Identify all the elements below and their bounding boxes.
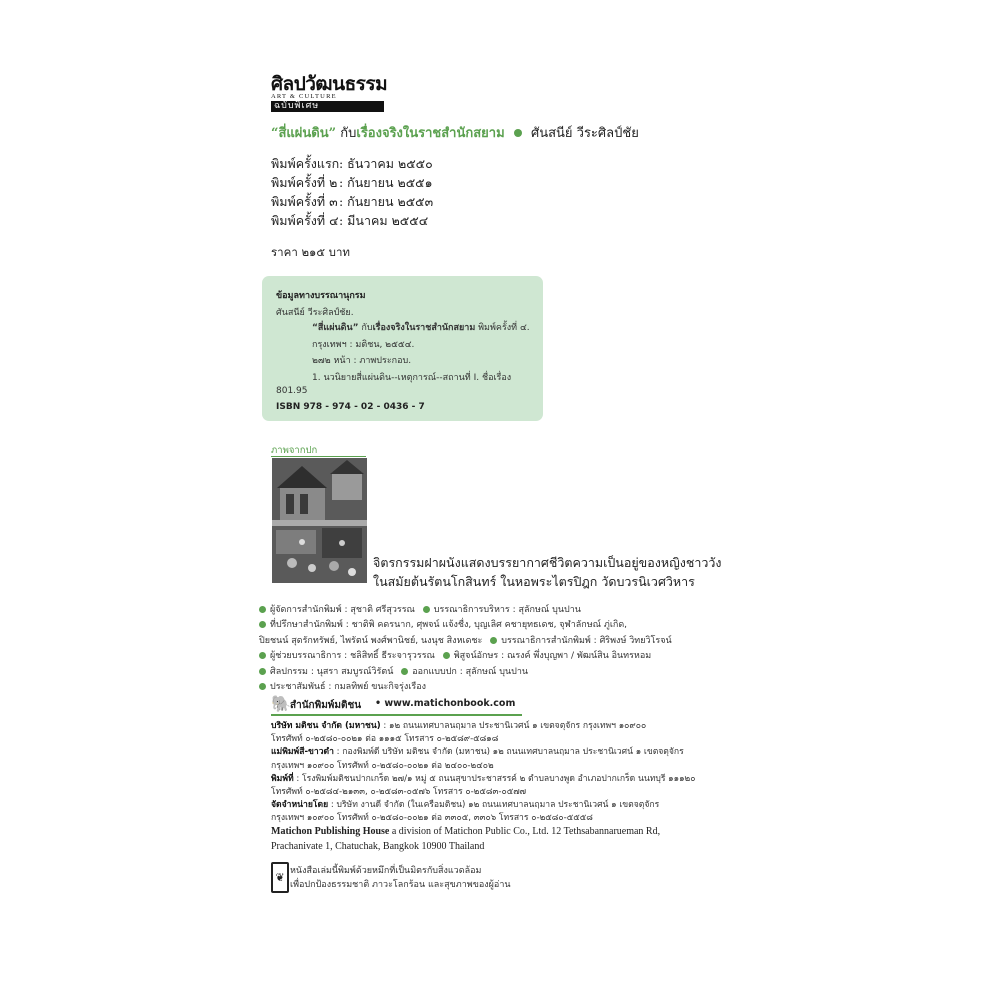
book-title-line — [271, 122, 639, 143]
edition-row — [271, 211, 433, 230]
address-text: กรุงเทพฯ ๑๐๙๐๐ โทรศัพท์ ๐-๒๕๘๐-๐๐๒๑ ต่อ ๓๓๐๕, ๓๓๐๖ โทรสาร ๐-๒๕๘๐-๕๕๕๘ — [271, 813, 593, 824]
credit-item: บรรณาธิการบริหาร : สุลักษณ์ บุนปาน — [433, 605, 581, 615]
edition-label: พิมพ์ครั้งที่ ๓ — [271, 194, 338, 209]
credit-item: ผู้จัดการสำนักพิมพ์ : สุชาติ ศรีสุวรรณ — [270, 605, 415, 615]
publisher-website-link[interactable]: • www.matichonbook.com — [375, 698, 516, 709]
credit-row — [259, 618, 672, 633]
credit-item: ปิยชนน์ สุดรักทรัพย์, ไพรัตน์ พงศ์พานิชย์, นงนุช สิงหเดชะ — [259, 635, 483, 646]
divider — [271, 456, 366, 457]
bullet-icon — [259, 621, 266, 628]
eco-ink-note — [290, 864, 511, 892]
elephant-logo-icon: 🐘 — [271, 694, 291, 713]
address-text: : กองพิมพ์ดี บริษัท มติชน จำกัด (มหาชน) ๑๒ ถนนเทศบาลนฤมาล ประชานิเวศน์ ๑ เขตจตุจักร — [333, 747, 684, 758]
address-line — [271, 786, 695, 799]
catalog-class-number: 801.95 — [276, 386, 308, 396]
credit-row — [259, 634, 672, 649]
catalog-place: กรุงเทพฯ : มติชน, ๒๕๕๔. — [312, 340, 415, 350]
credit-item: ผู้ช่วยบรรณาธิการ : ชลิสิทธิ์ ธีระจารุวรรณ — [270, 651, 435, 662]
catalog-info-box — [262, 276, 543, 421]
bullet-icon — [490, 637, 497, 644]
english-line — [271, 824, 660, 839]
mural-illustration — [272, 458, 367, 583]
credit-item: บรรณาธิการสำนักพิมพ์ : ศิริพงษ์ วิทยวิโรจน์ — [501, 635, 672, 646]
catalog-title-sub: เรื่องจริงในราชสำนักสยาม — [372, 323, 476, 333]
catalog-subject: 1. นวนิยายสี่แผ่นดิน--เหตุการณ์--สถานที่ I. ชื่อเรื่อง — [312, 373, 512, 383]
logo-subtitle: ART & CULTURE — [271, 93, 337, 100]
edition-date: : มีนาคม ๒๕๕๔ — [339, 213, 429, 228]
bullet-icon — [443, 652, 450, 659]
bullet-icon — [423, 606, 430, 613]
address-line — [271, 746, 695, 759]
catalog-title-connector: กับ — [361, 323, 373, 333]
eco-line: หนังสือเล่มนี้พิมพ์ด้วยหมึกที่เป็นมิตรกับสิ่งแวดล้อม — [290, 866, 482, 876]
price: ราคา ๒๑๕ บาท — [271, 245, 351, 259]
catalog-title-main: “สี่แผ่นดิน” — [312, 323, 359, 333]
credit-item: ศิลปกรรม : นุสรา สมบูรณ์วิรัตน์ — [270, 666, 394, 677]
address-line — [271, 799, 695, 812]
catalog-isbn: ISBN 978 - 974 - 02 - 0436 - 7 — [276, 402, 425, 412]
address-text: : ๑๒ ถนนเทศบาลนฤมาล ประชานิเวศน์ ๑ เขตจตุจักร กรุงเทพฯ ๑๐๙๐๐ — [380, 721, 647, 731]
catalog-heading: ข้อมูลทางบรรณานุกรม — [276, 291, 366, 301]
address-label: จัดจำหน่ายโดย — [271, 800, 329, 811]
credit-row — [259, 680, 672, 695]
caption-line: ในสมัยต้นรัตนโกสินทร์ ในหอพระไตรปิฎก วัดบวรนิเวศวิหาร — [373, 574, 695, 589]
address-text: โทรศัพท์ ๐-๒๕๘๔-๒๑๓๓, ๐-๒๕๘๓-๐๕๗๖ โทรสาร ๐-๒๕๘๓-๐๕๗๗ — [271, 787, 527, 798]
address-label: บริษัท มติชน จำกัด (มหาชน) — [271, 721, 381, 731]
credit-item: ออกแบบปก : สุลักษณ์ บุนปาน — [412, 666, 529, 677]
edition-history — [271, 154, 433, 230]
bullet-icon — [259, 652, 266, 659]
address-text: กรุงเทพฯ ๑๐๙๐๐ โทรศัพท์ ๐-๒๕๘๐-๐๐๒๑ ต่อ ๒๔๐๐-๒๔๐๒ — [271, 760, 494, 771]
book-title: “สี่แผ่นดิน” — [271, 126, 337, 141]
edition-row — [271, 173, 433, 192]
edition-date: : กันยายน ๒๕๕๑ — [339, 175, 433, 190]
edition-date: : ธันวาคม ๒๕๕๐ — [339, 156, 433, 171]
magazine-logo — [271, 73, 388, 112]
credit-item: ประชาสัมพันธ์ : กมลทิพย์ ขนะกิจรุ่งเรือง — [270, 682, 426, 693]
title-connector: กับ — [340, 126, 357, 141]
address-line — [271, 720, 695, 733]
book-subtitle: เรื่องจริงในราชสำนักสยาม — [356, 126, 505, 141]
address-text: : โรงพิมพ์มติชนปากเกร็ด ๒๗/๑ หมู่ ๕ ถนนสุขาประชาสรรค์ ๒ ตำบลบางพูด อำเภอปากเกร็ด นนทบุรี ๑๑๑๒๐ — [293, 773, 696, 784]
credit-row — [259, 603, 672, 618]
address-text: : บริษัท งานดี จำกัด (ในเครือมติชน) ๑๒ ถนนเทศบาลนฤมาล ประชานิเวศน์ ๑ เขตจตุจักร — [328, 800, 660, 811]
credit-row — [259, 665, 672, 680]
bullet-icon — [514, 129, 522, 137]
edition-label: พิมพ์ครั้งที่ ๒ — [271, 175, 338, 190]
address-line — [271, 773, 695, 786]
staff-credits — [259, 603, 672, 695]
address-line — [271, 733, 695, 746]
edition-row — [271, 154, 433, 173]
edition-date: : กันยายน ๒๕๕๓ — [339, 194, 434, 209]
bullet-icon — [259, 668, 266, 675]
leaf-icon: ❦ — [271, 862, 289, 893]
english-address: a division of Matichon Public Co., Ltd. 12 Tethsabannarueman Rd, — [389, 826, 661, 837]
logo-title: ศิลปวัฒนธรรม — [271, 73, 388, 95]
credit-row — [259, 649, 672, 664]
catalog-author: ศันสนีย์ วีระศิลป์ชัย. — [276, 308, 354, 318]
english-line: Prachanivate 1, Chatuchak, Bangkok 10900 Thailand — [271, 841, 485, 852]
address-label: แม่พิมพ์สี-ขาวดำ — [271, 747, 334, 758]
cover-caption — [373, 553, 721, 591]
edition-row — [271, 192, 433, 211]
publisher-name: สำนักพิมพ์มติชน — [290, 700, 362, 711]
edition-label: พิมพ์ครั้งแรก — [271, 156, 340, 171]
catalog-edition: พิมพ์ครั้งที่ ๔. — [478, 323, 530, 333]
edition-label: พิมพ์ครั้งที่ ๔ — [271, 213, 339, 228]
bullet-icon — [259, 683, 266, 690]
catalog-title — [312, 320, 530, 334]
credit-item: พิสูจน์อักษร : ณรงค์ พึ่งบุญพา / พัฒน์สิน อินทรหอม — [453, 651, 652, 662]
credit-item: ที่ปรึกษาสำนักพิมพ์ : ชาติพิ คดรนาก, ศุพจน์ แจ้งชื่ง, บุญเลิศ คชายุทธเดช, จุฬาลักษณ์ ภู่เกิด, — [270, 620, 628, 631]
english-publisher-info — [271, 824, 660, 854]
divider — [271, 714, 522, 716]
publisher-addresses — [271, 720, 695, 826]
caption-line: จิตรกรรมฝาผนังแสดงบรรยากาศชีวิตความเป็นอยู่ของหญิงชาววัง — [373, 555, 722, 570]
cover-mural-image — [272, 458, 367, 583]
address-line — [271, 760, 695, 773]
bullet-icon — [259, 606, 266, 613]
address-label: พิมพ์ที่ — [271, 773, 294, 784]
logo-special-edition: ฉบับพิเศษ — [271, 101, 384, 112]
address-text: โทรศัพท์ ๐-๒๕๘๐-๐๐๒๑ ต่อ ๑๑๑๕ โทรสาร ๐-๒๕๘๙-๕๘๑๘ — [271, 734, 499, 745]
author-name: ศันสนีย์ วีระศิลป์ชัย — [530, 126, 639, 141]
english-publisher-name: Matichon Publishing House — [271, 826, 390, 837]
bullet-icon — [401, 668, 408, 675]
catalog-pages: ๒๗๒ หน้า : ภาพประกอบ. — [312, 356, 412, 366]
eco-line: เพื่อปกป้องธรรมชาติ ภาวะโลกร้อน และสุขภาพของผู้อ่าน — [290, 880, 511, 890]
cover-image-label: ภาพจากปก — [271, 445, 318, 456]
